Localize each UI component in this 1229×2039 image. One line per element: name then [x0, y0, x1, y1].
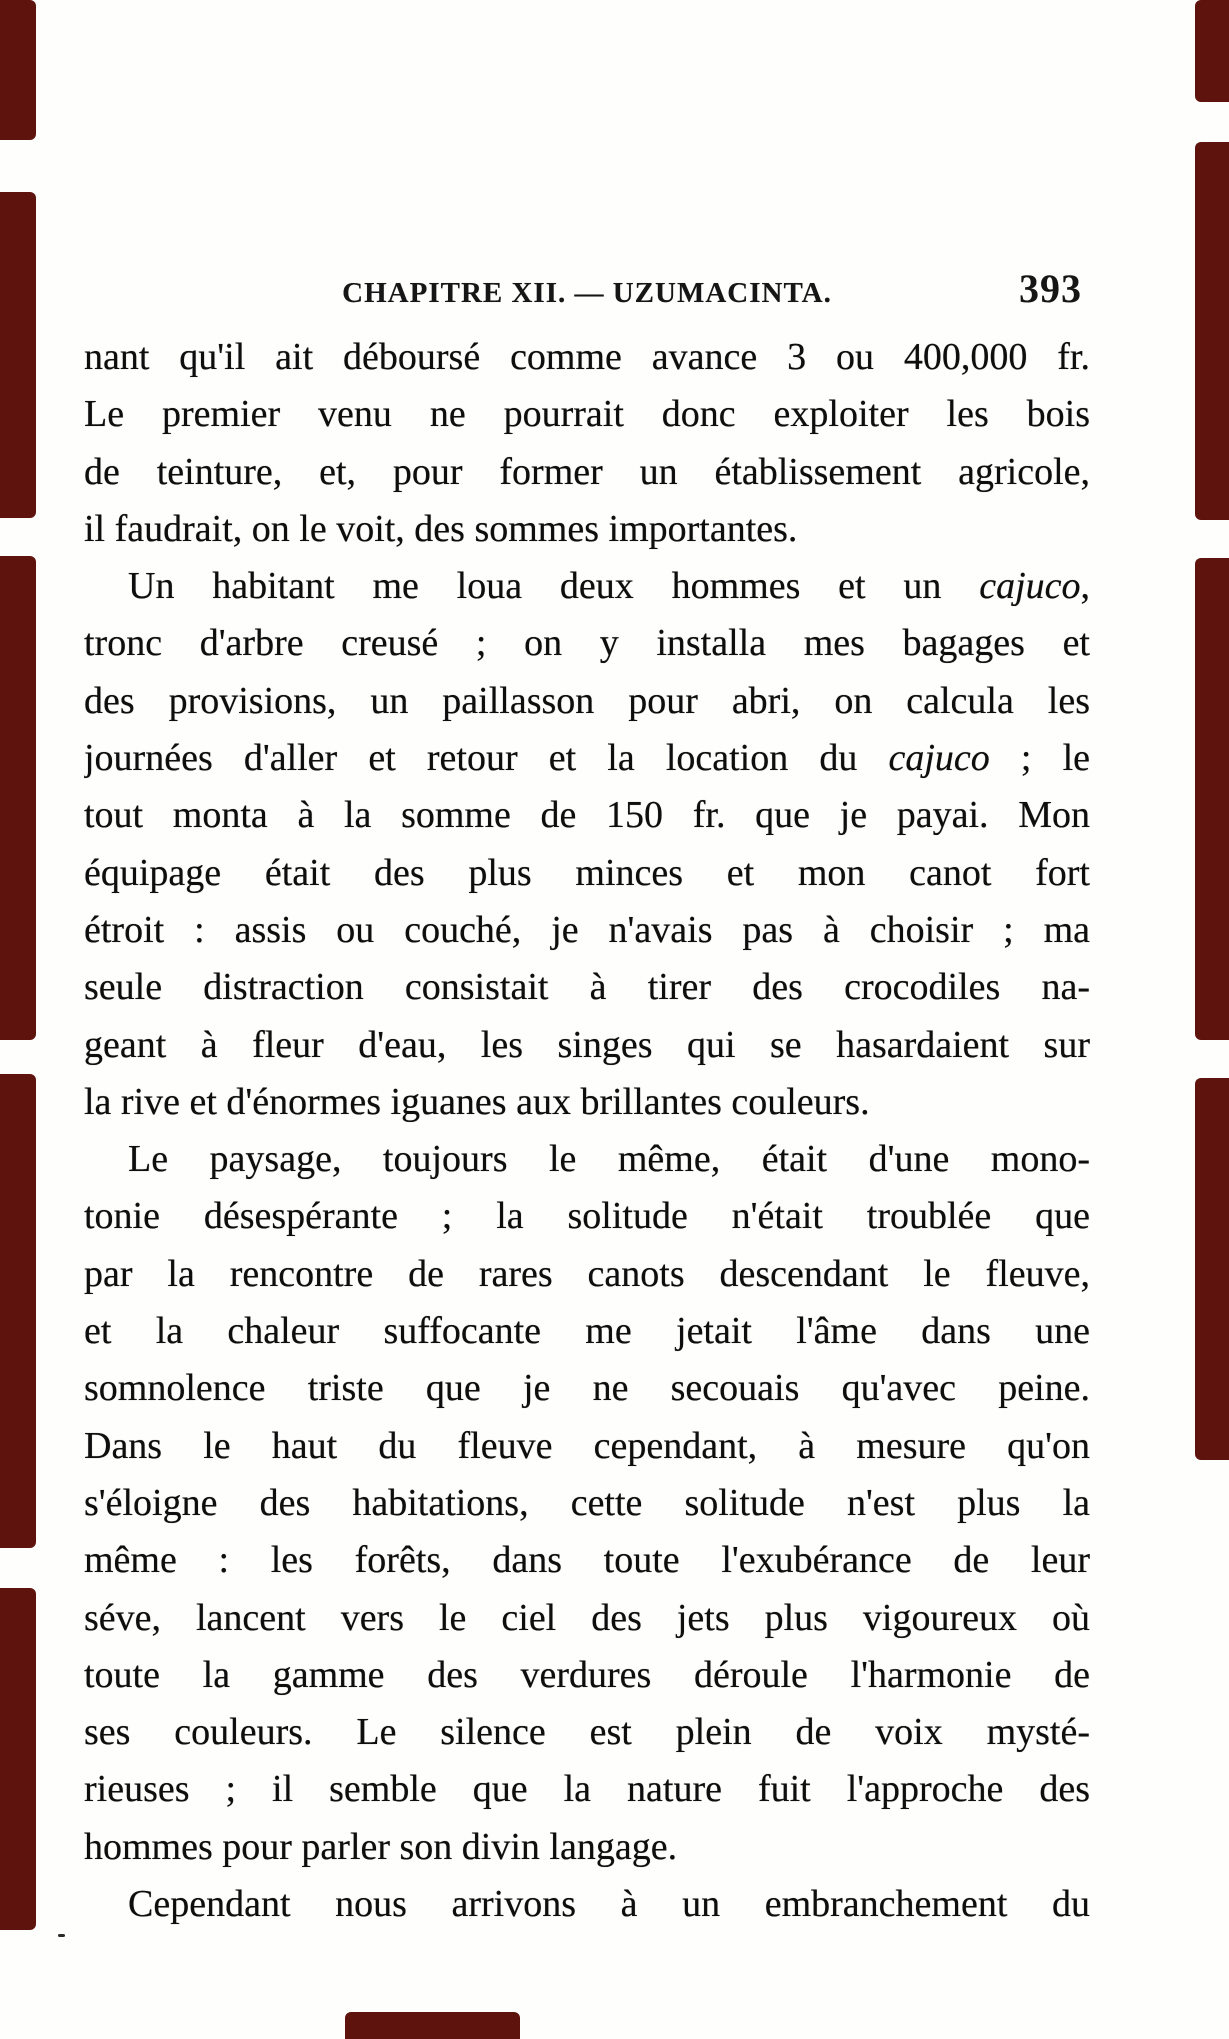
text-line: Un habitant me loua deux hommes et un cajuco,: [128, 565, 1090, 608]
scan-edge-bar-bottom: [345, 2012, 520, 2039]
text-line: étroit : assis ou couché, je n'avais pas à choisir ; ma: [84, 908, 1090, 951]
text-line: Le paysage, toujours le même, était d'une mono-: [128, 1138, 1090, 1181]
text-line: hommes pour parler son divin langage.: [84, 1825, 678, 1868]
text-line: journées d'aller et retour et la location du cajuco ; le: [84, 737, 1090, 780]
scan-edge-bar-right: [1195, 142, 1229, 520]
text-line: somnolence triste que je ne secouais qu'avec peine.: [84, 1367, 1090, 1410]
running-header-row: [84, 266, 1090, 314]
scan-edge-bar-left: [0, 192, 36, 518]
body-text-block: [84, 329, 1090, 1933]
text-line: des provisions, un paillasson pour abri, on calcula les: [84, 679, 1090, 722]
scan-edge-bar-left: [0, 556, 36, 1040]
text-line: équipage était des plus minces et mon canot fort: [84, 851, 1090, 894]
running-header-title: CHAPITRE XII. — UZUMACINTA.: [342, 277, 832, 309]
text-line: Le premier venu ne pourrait donc exploiter les bois: [84, 393, 1090, 436]
text-line: seule distraction consistait à tirer des crocodiles na-: [84, 966, 1090, 1009]
text-line: il faudrait, on le voit, des sommes importantes.: [84, 507, 798, 550]
text-line: ses couleurs. Le silence est plein de voix mysté-: [84, 1711, 1090, 1754]
text-line: séve, lancent vers le ciel des jets plus vigoureux où: [84, 1596, 1090, 1639]
scan-edge-bar-right: [1195, 0, 1229, 102]
text-line: même : les forêts, dans toute l'exubérance de leur: [84, 1539, 1090, 1582]
text-line: tonie désespérante ; la solitude n'était troublée que: [84, 1195, 1090, 1238]
text-line: tout monta à la somme de 150 fr. que je payai. Mon: [84, 794, 1090, 837]
ink-speck: [58, 1934, 65, 1937]
text-line: par la rencontre de rares canots descendant le fleuve,: [84, 1252, 1090, 1295]
text-line: geant à fleur d'eau, les singes qui se hasardaient sur: [84, 1023, 1090, 1066]
text-line: s'éloigne des habitations, cette solitude n'est plus la: [84, 1481, 1090, 1524]
scan-edge-bar-left: [0, 0, 36, 140]
text-line: la rive et d'énormes iguanes aux brillantes couleurs.: [84, 1080, 870, 1123]
text-line: rieuses ; il semble que la nature fuit l'approche des: [84, 1768, 1090, 1811]
scan-edge-bar-left: [0, 1588, 36, 1930]
text-line: toute la gamme des verdures déroule l'harmonie de: [84, 1653, 1090, 1696]
text-line: et la chaleur suffocante me jetait l'âme dans une: [84, 1310, 1090, 1353]
text-line: de teinture, et, pour former un établissement agricole,: [84, 450, 1090, 493]
text-line: tronc d'arbre creusé ; on y installa mes bagages et: [84, 622, 1090, 665]
scan-edge-bar-right: [1195, 1078, 1229, 1460]
page-number: 393: [1019, 266, 1082, 311]
text-line: Dans le haut du fleuve cependant, à mesure qu'on: [84, 1424, 1090, 1467]
scan-edge-bar-left: [0, 1074, 36, 1548]
scan-edge-bar-right: [1195, 558, 1229, 1040]
text-line: Cependant nous arrivons à un embranchement du: [128, 1883, 1090, 1926]
text-line: nant qu'il ait déboursé comme avance 3 ou 400,000 fr.: [84, 336, 1090, 378]
